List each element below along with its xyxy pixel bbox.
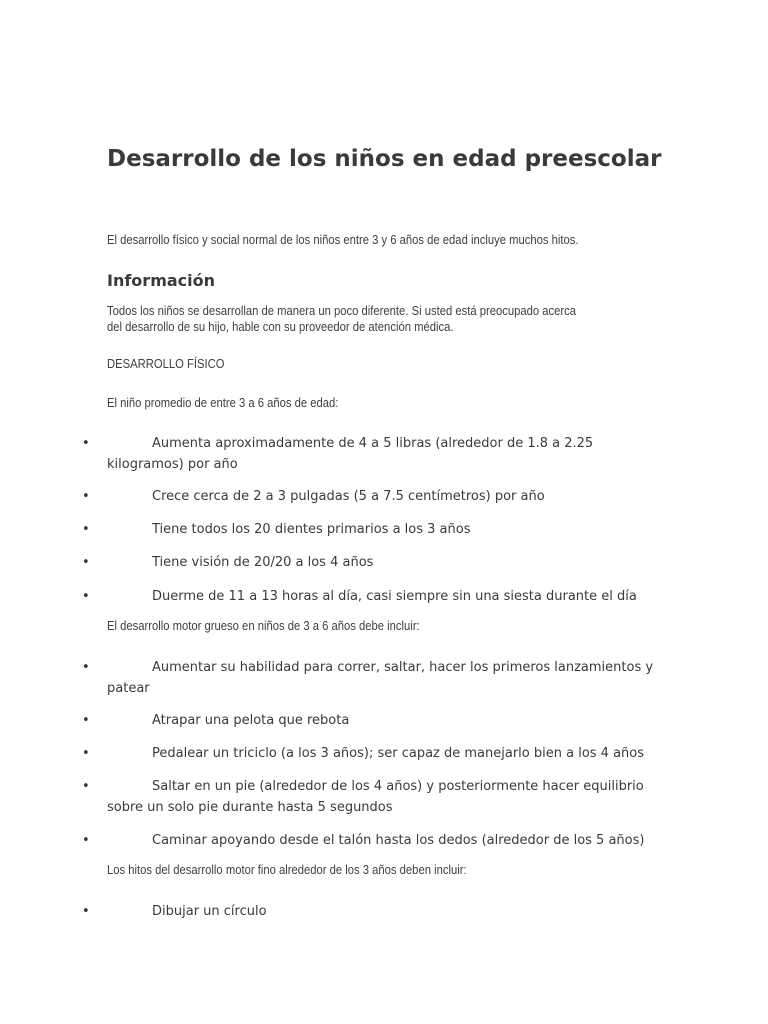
bullet-icon: • [82,589,90,604]
list-item-text: Duerme de 11 a 13 horas al día, casi siempre sin una siesta durante el día [152,589,637,604]
list-item-text: Atrapar una pelota que rebota [152,713,350,728]
list-item-text: Crece cerca de 2 a 3 pulgadas (5 a 7.5 centímetros) por año [152,489,545,504]
bullet-icon: • [82,660,90,675]
bullet-icon: • [82,779,90,794]
list-item-text: Tiene visión de 20/20 a los 4 años [152,555,374,570]
fine-motor-intro: Los hitos del desarrollo motor fino alrededor de los 3 años deben incluir: [107,863,467,877]
bullet-icon: • [82,522,90,537]
bullet-icon: • [82,713,90,728]
bullet-icon: • [82,904,90,919]
list-item-text: Caminar apoyando desde el talón hasta los dedos (alrededor de los 5 años) [152,833,645,848]
list-item-text: Dibujar un círculo [152,904,267,919]
bullet-icon: • [82,436,90,451]
intro-paragraph: El desarrollo físico y social normal de los niños entre 3 y 6 años de edad incluye muchos hitos. [107,233,579,247]
bullet-icon: • [82,746,90,761]
bullet-icon: • [82,489,90,504]
physical-intro: El niño promedio de entre 3 a 6 años de edad: [107,396,339,410]
list-item-text: Aumentar su habilidad para correr, saltar, hacer los primeros lanzamientos y patear [107,660,654,696]
page-title: Desarrollo de los niños en edad preescolar [107,146,662,172]
section-heading-info: Información [107,271,216,290]
list-item-text: Saltar en un pie (alrededor de los 4 años) y posteriormente hacer equilibrio sobre un solo pie durante hasta 5 segundos [107,779,644,815]
bullet-icon: • [82,555,90,570]
gross-motor-intro: El desarrollo motor grueso en niños de 3 a 6 años debe incluir: [107,619,420,633]
info-paragraph-line-1: Todos los niños se desarrollan de manera un poco diferente. Si usted está preocupado acerca [107,304,577,318]
info-paragraph-line-2: del desarrollo de su hijo, hable con su proveedor de atención médica. [107,320,454,334]
list-item-text: Tiene todos los 20 dientes primarios a los 3 años [152,522,471,537]
list-item-text: Aumenta aproximadamente de 4 a 5 libras (alrededor de 1.8 a 2.25 kilogramos) por año [107,436,594,472]
bullet-icon: • [82,833,90,848]
physical-heading: DESARROLLO FÍSICO [107,357,225,371]
list-item-text: Pedalear un triciclo (a los 3 años); ser capaz de manejarlo bien a los 4 años [152,746,645,761]
